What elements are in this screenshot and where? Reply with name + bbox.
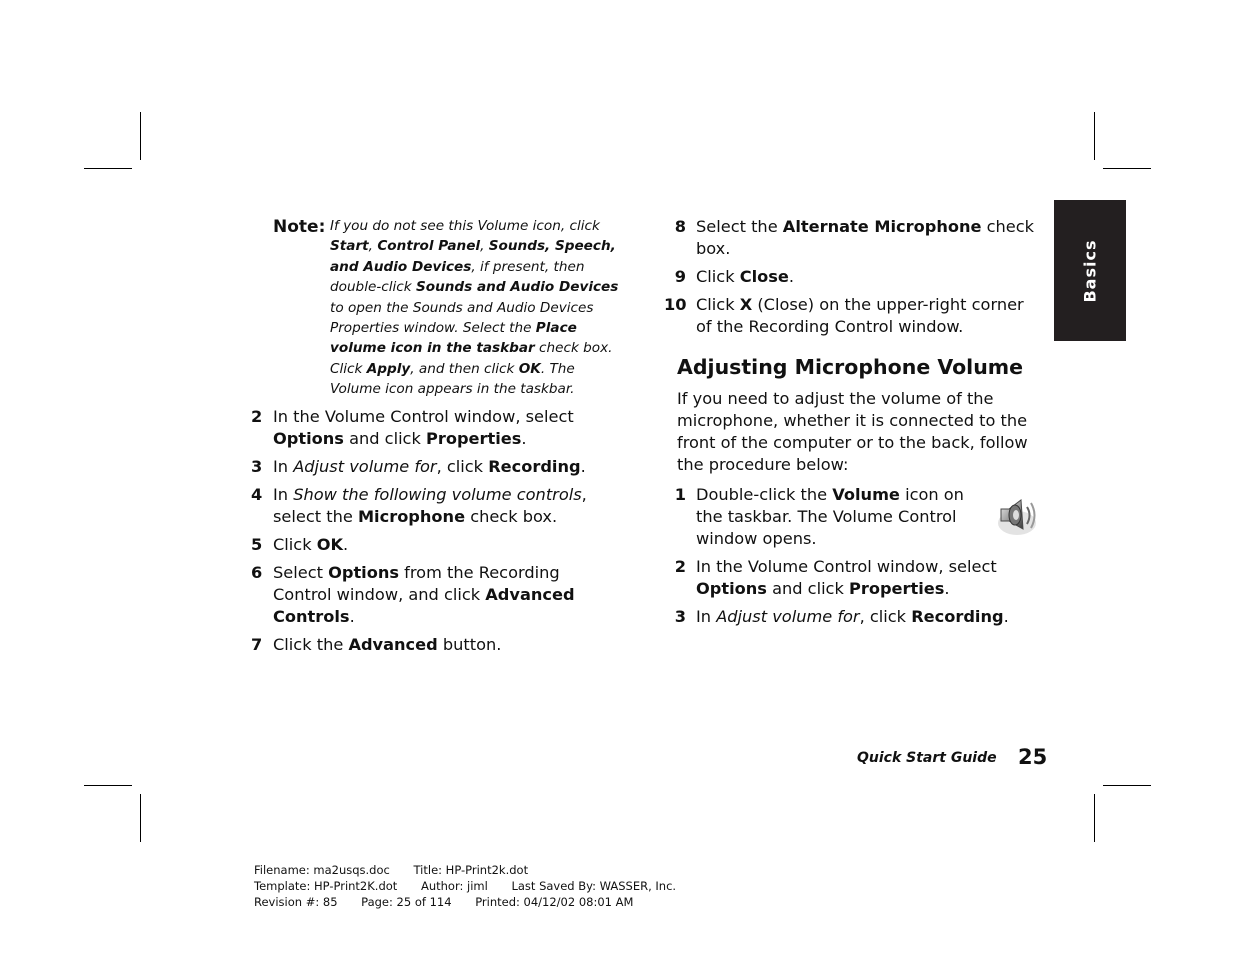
note-bold-term: Control Panel [377,238,481,255]
step-text: Select the [696,217,783,236]
ui-term: Advanced [348,634,438,654]
ui-term: Close [739,267,789,286]
left-column [248,216,620,662]
step-number: 2 [674,557,686,576]
meta-template: Template: HP-Print2K.dot [254,879,398,893]
step-item [248,534,620,556]
section-steps-list [660,484,1040,628]
step-text: In [273,456,294,476]
note-bold-term: Place volume icon in the taskbar [330,320,577,357]
ui-term: Options [696,579,767,598]
ui-term: Alternate Microphone [782,217,982,236]
step-text: In the Volume Control window, select [273,406,574,426]
right-column [660,216,1040,634]
note-text-run: , and then click [410,360,519,377]
ui-term: Properties [848,579,945,598]
crop-mark [1103,168,1151,169]
step-text: . [343,534,349,554]
section-tab [1054,200,1126,341]
step-item [248,456,620,478]
note-bold-term: OK [518,360,541,377]
step-text: Click [696,295,740,314]
step-text: In [273,484,294,504]
step-text: icon on the taskbar. The Volume Control window opens. [696,485,964,548]
guide-title: Quick Start Guide [857,750,997,766]
step-number: 1 [674,485,686,504]
step-text: (Close) on the upper-right corner of the Recording Control window. [696,295,1024,336]
step-text: In [696,607,717,626]
step-text: . [944,579,950,598]
step-text: . [580,456,586,476]
page-number: 25 [1018,745,1048,769]
crop-mark [1094,794,1095,842]
step-number: 8 [674,217,686,236]
step-number: 4 [251,484,263,504]
step-text: from the Recording Control window, and click [273,562,560,604]
step-text: Double-click the [696,485,833,504]
step-text: check box. [696,217,1035,258]
document-metadata [254,862,696,910]
ui-term: Volume [832,485,900,504]
note-text-run: , [368,238,378,255]
note-bold-term: Sounds and Audio Devices [415,279,619,296]
option-name: Show the following volume controls [293,484,582,504]
option-name: Adjust volume for [293,456,437,476]
crop-mark [84,168,132,169]
step-number: 3 [674,607,686,626]
ui-term: Advanced Controls [273,584,575,626]
speaker-volume-icon [995,497,1039,539]
left-steps-list [248,406,620,656]
meta-title: Title: HP-Print2k.dot [413,863,529,877]
section-tab-label: Basics [1080,238,1100,303]
ui-term: Recording [488,456,581,476]
step-text: . [349,606,355,626]
step-text: Click [696,267,740,286]
step-item [248,562,620,628]
note-text-run: , if present, then double-click [330,258,585,296]
step-text: . [1003,607,1009,626]
step-text: , click [859,607,912,626]
step-number: 3 [251,456,263,476]
step-number: 7 [251,634,263,654]
note-text-run: check box. Click [330,340,613,377]
step-number: 9 [674,267,686,286]
crop-mark [1103,785,1151,786]
step-text: check box. [465,506,558,526]
note-bold-term: Apply [366,360,411,377]
ui-term: Microphone [357,506,466,526]
note-bold-term: Sounds, Speech, and Audio Devices [330,238,616,275]
step-item [660,556,1040,600]
note-text-run: , [480,238,489,255]
meta-last-saved: Last Saved By: WASSER, Inc. [511,879,677,893]
meta-author: Author: jiml [420,879,488,893]
crop-mark [140,794,141,842]
step-text: , click [436,456,489,476]
step-number: 10 [664,295,687,314]
step-text: . [521,428,527,448]
ui-term: Options [328,562,400,582]
note-text-run: to open the Sounds and Audio Devices Properties window. Select the [330,299,594,337]
step-text: Click the [273,634,349,654]
step-number: 5 [251,534,263,554]
note-text-run: . The Volume icon appears in the taskbar. [330,360,575,398]
step-item [660,484,1040,550]
ui-term: OK [316,534,344,554]
step-item [248,406,620,450]
step-item [248,484,620,528]
step-item [660,606,1040,628]
meta-page: Page: 25 of 114 [361,895,452,909]
step-item [660,216,1040,260]
section-intro: If you need to adjust the volume of the microphone, whether it is connected to the front of the computer or to the back, follow the procedure below: [677,389,1028,474]
note-block [248,216,620,400]
step-text: In the Volume Control window, select [696,557,997,576]
ui-term: Properties [425,428,522,448]
note-label: Note: [273,217,326,237]
right-steps-list [660,216,1040,338]
step-text: and click [766,579,849,598]
crop-mark [1094,112,1095,160]
step-text: and click [343,428,426,448]
meta-revision: Revision #: 85 [254,895,338,909]
ui-term: Options [273,428,344,448]
note-bold-term: Start [330,238,369,255]
crop-mark [140,112,141,160]
note-text [330,216,620,400]
step-text: . [788,267,795,286]
note-text-run: If you do not see this Volume icon, click [330,218,600,234]
step-item [660,294,1040,338]
step-number: 2 [251,406,263,426]
section-heading: Adjusting Microphone Volume [677,355,1024,379]
step-number: 6 [251,562,263,582]
crop-mark [84,785,132,786]
step-text: Select [273,562,329,582]
step-text: Click [273,534,317,554]
step-item [248,634,620,656]
meta-filename: Filename: ma2usqs.doc [254,863,390,877]
meta-printed: Printed: 04/12/02 08:01 AM [475,895,634,909]
ui-term: X [739,295,753,314]
ui-term: Recording [911,607,1004,626]
step-text: , select the [273,484,587,526]
step-item [660,266,1040,288]
step-text: button. [437,634,502,654]
option-name: Adjust volume for [716,607,860,626]
